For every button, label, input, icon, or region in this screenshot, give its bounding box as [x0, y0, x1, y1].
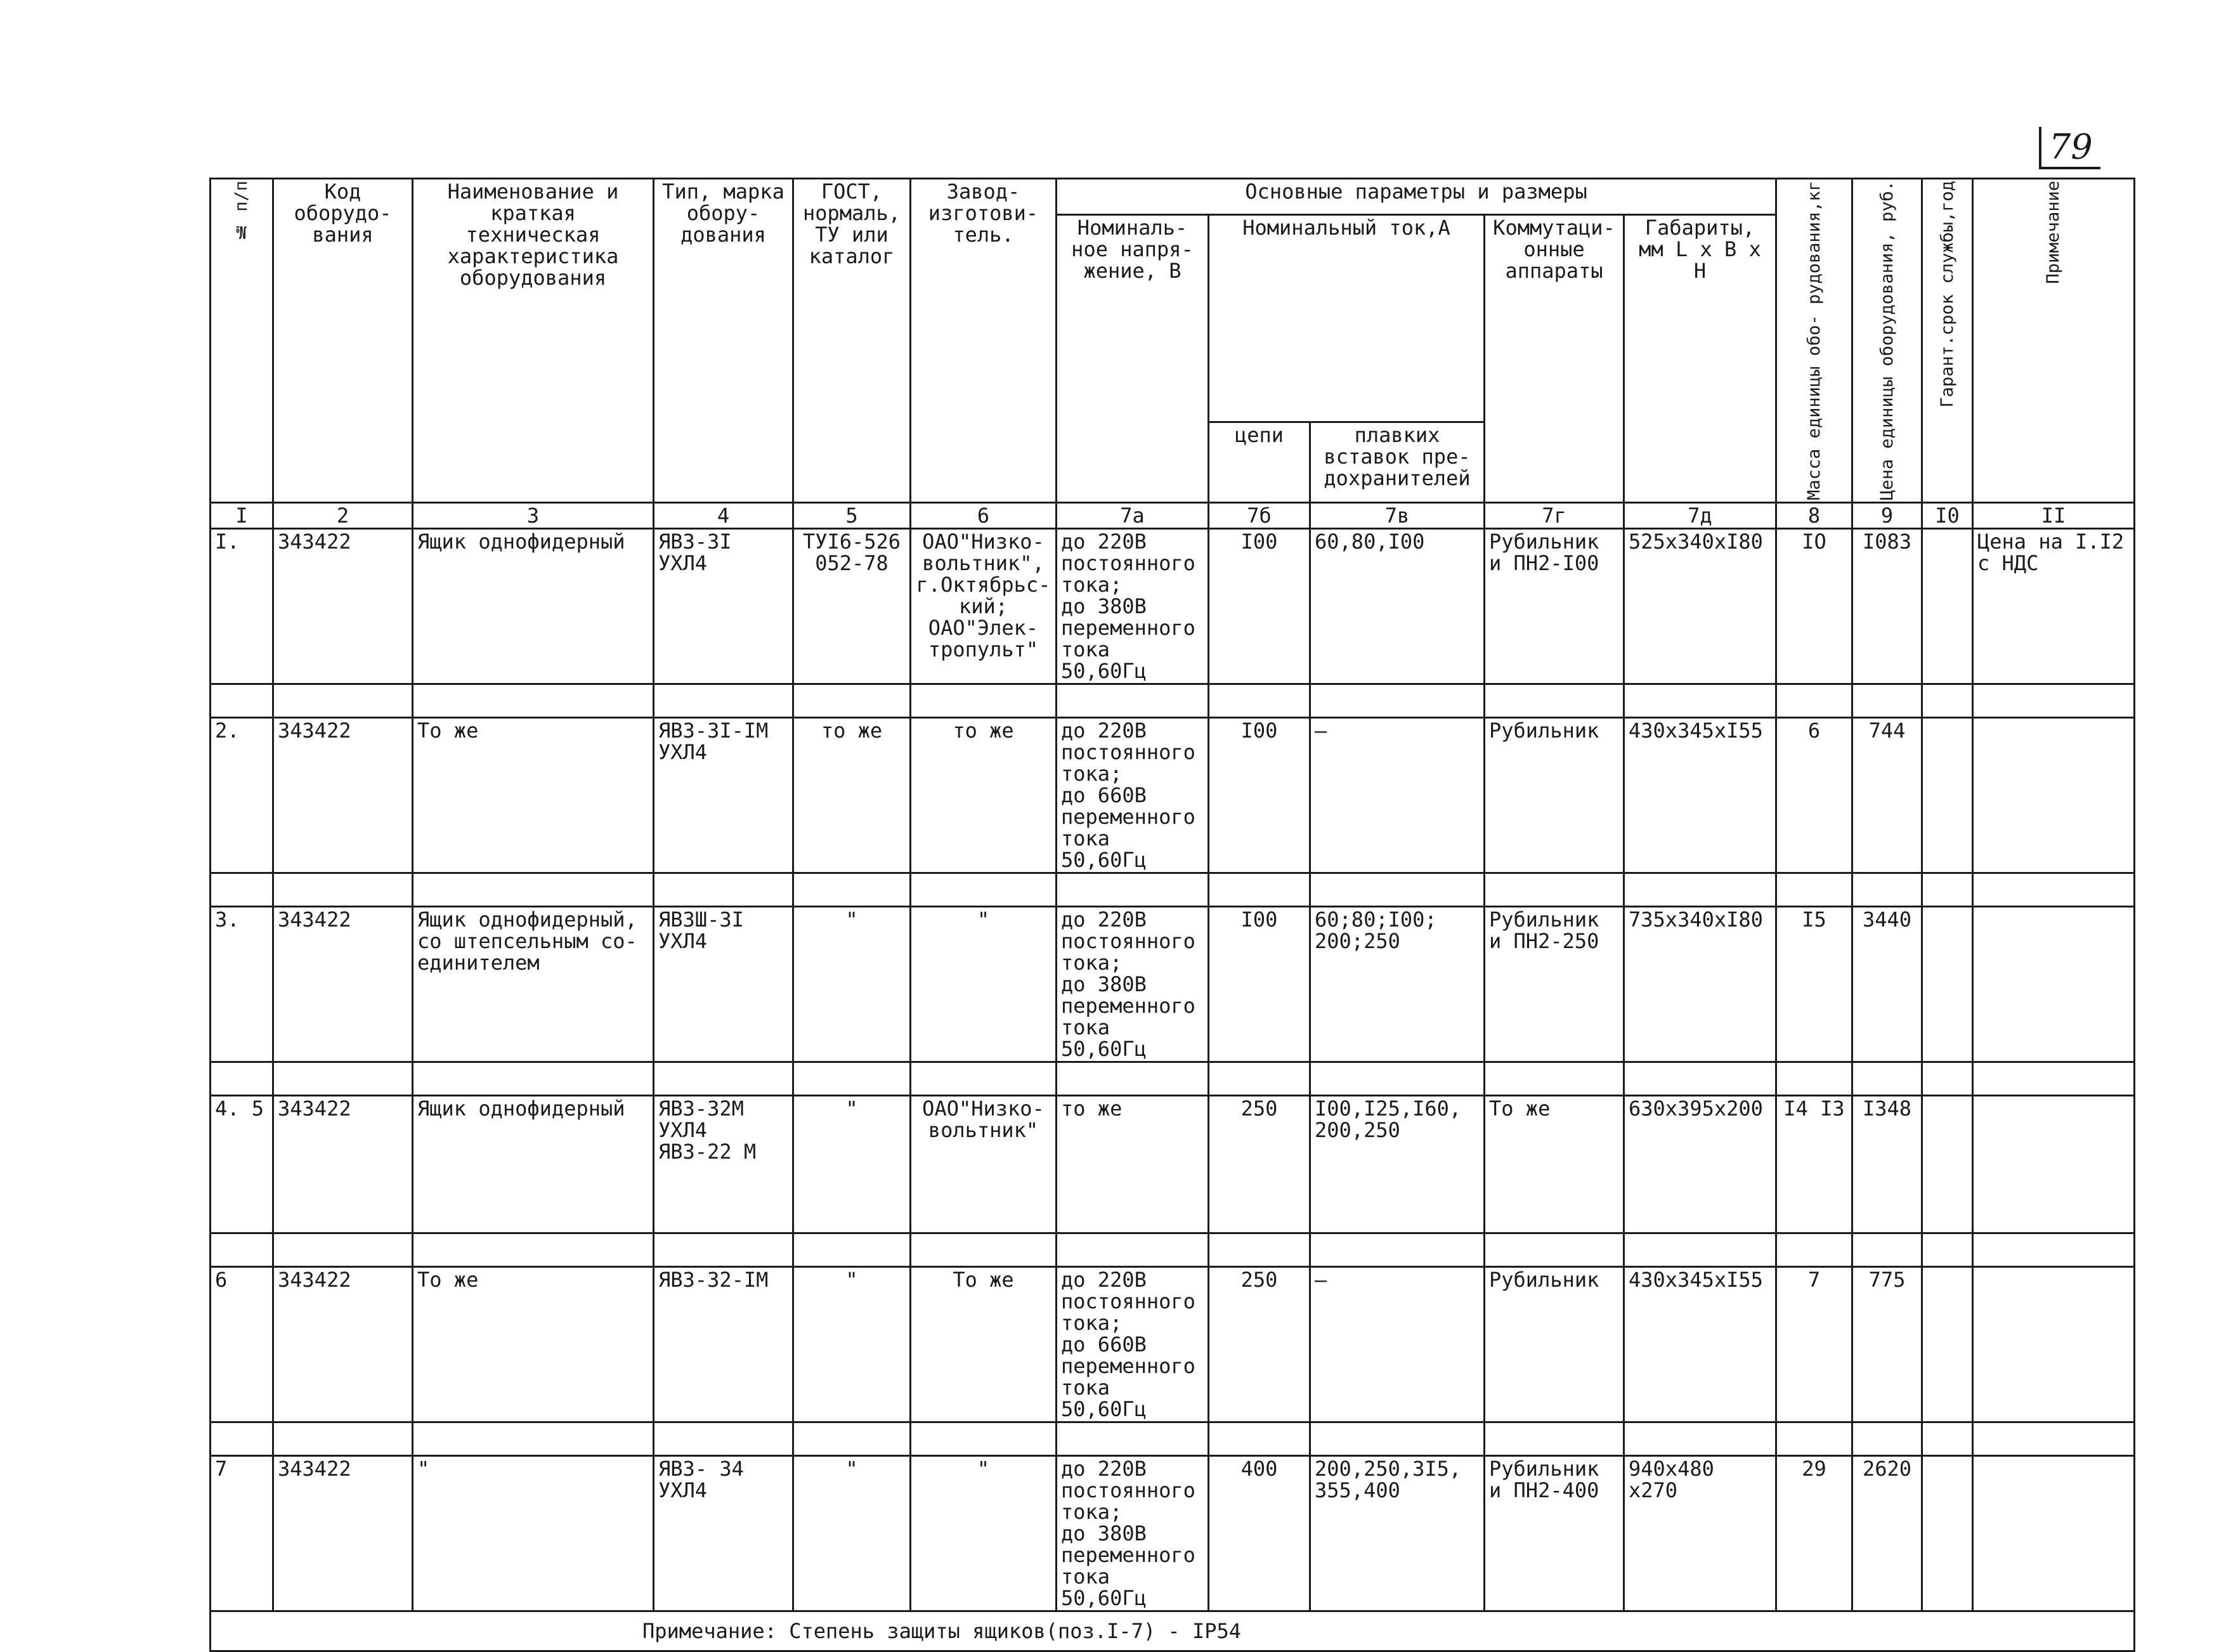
empty-cell [1922, 873, 1973, 906]
unit-price: 2620 [1852, 1455, 1922, 1611]
warranty-period [1922, 528, 1973, 684]
empty-cell [1485, 1422, 1624, 1455]
empty-cell [1057, 873, 1209, 906]
empty-cell [273, 1422, 413, 1455]
dimensions: 430х345хI55 [1624, 1266, 1776, 1422]
warranty-period [1922, 906, 1973, 1062]
column-number: II [1973, 502, 2135, 528]
switching-devices: Рубильник [1485, 1266, 1624, 1422]
dimensions: 430х345хI55 [1624, 717, 1776, 873]
empty-cell [1973, 1062, 2135, 1095]
voltage-line: переменного тока 50,60Гц [1061, 1353, 1195, 1421]
empty-cell [413, 1062, 654, 1095]
column-number: 3 [413, 502, 654, 528]
column-number: 2 [273, 502, 413, 528]
equipment-name: Ящик однофидерный, со штепсельным со- единителем [413, 906, 654, 1062]
empty-cell [273, 1062, 413, 1095]
manufacturer: " [911, 906, 1057, 1062]
unit-price: I348 [1852, 1095, 1922, 1233]
empty-cell [911, 1233, 1057, 1266]
unit-price: I083 [1852, 528, 1922, 684]
warranty-period [1922, 717, 1973, 873]
empty-cell [1485, 684, 1624, 717]
header-maker: Завод- изготови- тель. [911, 179, 1057, 503]
remark [1973, 1266, 2135, 1422]
equipment-code: 343422 [273, 1455, 413, 1611]
empty-cell [1209, 1422, 1310, 1455]
column-number: I0 [1922, 502, 1973, 528]
warranty-period [1922, 1095, 1973, 1233]
unit-mass: IO [1776, 528, 1852, 684]
rated-voltage [1057, 906, 1209, 1062]
switching-devices: Рубильник [1485, 717, 1624, 873]
table-row [211, 1455, 2135, 1611]
empty-cell [1852, 873, 1922, 906]
fuse-current: 60;80;I00; 200;250 [1310, 906, 1485, 1062]
rated-voltage [1057, 1095, 1209, 1233]
manufacturer: то же [911, 717, 1057, 873]
voltage-line: до 220В [1061, 1267, 1147, 1292]
empty-cell [211, 684, 273, 717]
empty-cell [1057, 684, 1209, 717]
rated-current: 400 [1209, 1455, 1310, 1611]
warranty-period [1922, 1455, 1973, 1611]
footnote: Примечание: Степень защиты ящиков(поз.I-7) - IP54 [211, 1611, 2135, 1651]
voltage-line: переменного тока 50,60Гц [1061, 804, 1195, 872]
unit-price: 775 [1852, 1266, 1922, 1422]
empty-cell [654, 1422, 793, 1455]
equipment-type: ЯВЗ- 34 УХЛ4 [654, 1455, 793, 1611]
gost-ref: ТУI6-526 052-78 [793, 528, 911, 684]
equipment-code: 343422 [273, 1095, 413, 1233]
empty-cell [1209, 684, 1310, 717]
row-num: 4. 5 [211, 1095, 273, 1233]
equipment-name: То же [413, 1266, 654, 1422]
rated-current: I00 [1209, 528, 1310, 684]
row-gap [211, 684, 2135, 717]
column-number: 8 [1776, 502, 1852, 528]
page-number: 79 [2039, 127, 2100, 169]
empty-cell [1973, 1422, 2135, 1455]
empty-cell [1624, 1233, 1776, 1266]
voltage-line: до 660В [1061, 1332, 1147, 1356]
equipment-name: Ящик однофидерный [413, 1095, 654, 1233]
unit-mass: I4 I3 [1776, 1095, 1852, 1233]
dimensions: 630х395х200 [1624, 1095, 1776, 1233]
empty-cell [273, 1233, 413, 1266]
header-mass: Масса единицы обо- рудования,кг [1776, 179, 1852, 503]
warranty-period [1922, 1266, 1973, 1422]
column-number: 7г [1485, 502, 1624, 528]
row-gap [211, 1062, 2135, 1095]
remark [1973, 906, 2135, 1062]
fuse-current: — [1310, 1266, 1485, 1422]
empty-cell [1310, 873, 1485, 906]
voltage-line: до 380В [1061, 1521, 1147, 1545]
gost-ref: " [793, 1266, 911, 1422]
voltage-line: до 380В [1061, 594, 1147, 618]
equipment-code: 343422 [273, 1266, 413, 1422]
empty-cell [1485, 1233, 1624, 1266]
voltage-line: постоянного тока; [1061, 739, 1195, 786]
rated-voltage [1057, 717, 1209, 873]
table-header [211, 179, 2135, 529]
empty-cell [911, 1062, 1057, 1095]
rated-voltage [1057, 528, 1209, 684]
equipment-type: ЯВЗШ-3I УХЛ4 [654, 906, 793, 1062]
header-current-group: Номинальный ток,А [1209, 215, 1485, 422]
gost-ref: " [793, 1455, 911, 1611]
voltage-line: до 220В [1061, 718, 1147, 743]
header-voltage: Номиналь- ное напря- жение, В [1057, 215, 1209, 503]
empty-cell [1624, 873, 1776, 906]
manufacturer: " [911, 1455, 1057, 1611]
header-current-fuse: плавких вставок пре- дохранителей [1310, 422, 1485, 502]
column-number: 5 [793, 502, 911, 528]
header-current-circuit: цепи [1209, 422, 1310, 502]
empty-cell [1922, 684, 1973, 717]
unit-price: 744 [1852, 717, 1922, 873]
empty-cell [911, 1422, 1057, 1455]
rated-current: 250 [1209, 1266, 1310, 1422]
row-gap [211, 1422, 2135, 1455]
empty-cell [1310, 1062, 1485, 1095]
voltage-line: переменного тока 50,60Гц [1061, 1542, 1195, 1610]
empty-cell [1209, 1062, 1310, 1095]
empty-cell [793, 873, 911, 906]
gost-ref: то же [793, 717, 911, 873]
empty-cell [413, 684, 654, 717]
empty-cell [1776, 1233, 1852, 1266]
rated-current: I00 [1209, 717, 1310, 873]
empty-cell [1310, 1422, 1485, 1455]
empty-cell [211, 1422, 273, 1455]
column-number: 6 [911, 502, 1057, 528]
voltage-line: постоянного тока; [1061, 1289, 1195, 1335]
empty-cell [911, 684, 1057, 717]
row-gap [211, 873, 2135, 906]
empty-cell [1624, 684, 1776, 717]
voltage-line: до 380В [1061, 972, 1147, 996]
voltage-line: до 220В [1061, 1456, 1147, 1481]
header-warranty: Гарант.срок службы,год [1922, 179, 1973, 503]
empty-cell [793, 684, 911, 717]
dimensions: 525х340хI80 [1624, 528, 1776, 684]
dimensions: 940х480 х270 [1624, 1455, 1776, 1611]
equipment-code: 343422 [273, 906, 413, 1062]
header-dims: Габариты, мм L x B x H [1624, 215, 1776, 503]
empty-cell [1057, 1422, 1209, 1455]
column-number: 7а [1057, 502, 1209, 528]
header-name: Наименование и краткая техническая характеристика оборудования [413, 179, 654, 503]
fuse-current: I00,I25,I60, 200,250 [1310, 1095, 1485, 1233]
equipment-type: ЯВЗ-32М УХЛ4 ЯВЗ-22 М [654, 1095, 793, 1233]
rated-voltage [1057, 1455, 1209, 1611]
empty-cell [1852, 1422, 1922, 1455]
switching-devices: Рубильник и ПН2-250 [1485, 906, 1624, 1062]
voltage-line: то же [1061, 1096, 1123, 1121]
unit-mass: 7 [1776, 1266, 1852, 1422]
empty-cell [273, 873, 413, 906]
equipment-name: " [413, 1455, 654, 1611]
rated-current: 250 [1209, 1095, 1310, 1233]
empty-cell [1485, 873, 1624, 906]
column-number: I [211, 502, 273, 528]
column-number: 7б [1209, 502, 1310, 528]
empty-cell [1776, 684, 1852, 717]
empty-cell [413, 873, 654, 906]
fuse-current: – [1310, 717, 1485, 873]
header-num: № п/п [211, 179, 273, 503]
empty-cell [1057, 1062, 1209, 1095]
manufacturer: ОАО"Низко- вольтник", г.Октябрьс- кий; ОАО"Элек- тропульт" [911, 528, 1057, 684]
column-number: 7д [1624, 502, 1776, 528]
empty-cell [1624, 1422, 1776, 1455]
empty-cell [1209, 873, 1310, 906]
unit-mass: 29 [1776, 1455, 1852, 1611]
empty-cell [1973, 684, 2135, 717]
empty-cell [1310, 684, 1485, 717]
table-row [211, 528, 2135, 684]
empty-cell [1922, 1233, 1973, 1266]
empty-cell [273, 684, 413, 717]
dimensions: 735х340хI80 [1624, 906, 1776, 1062]
rated-current: I00 [1209, 906, 1310, 1062]
unit-mass: I5 [1776, 906, 1852, 1062]
table-row [211, 906, 2135, 1062]
equipment-code: 343422 [273, 717, 413, 873]
table-footer [211, 1611, 2135, 1651]
empty-cell [654, 873, 793, 906]
column-number: 4 [654, 502, 793, 528]
row-num: 6 [211, 1266, 273, 1422]
empty-cell [654, 1062, 793, 1095]
voltage-line: до 220В [1061, 529, 1147, 554]
header-switching: Коммутаци- онные аппараты [1485, 215, 1624, 503]
empty-cell [1057, 1233, 1209, 1266]
empty-cell [1852, 684, 1922, 717]
empty-cell [793, 1233, 911, 1266]
rated-voltage [1057, 1266, 1209, 1422]
column-number: 7в [1310, 502, 1485, 528]
gost-ref: " [793, 906, 911, 1062]
column-number: 9 [1852, 502, 1922, 528]
equipment-type: ЯВЗ-3I-IМ УХЛ4 [654, 717, 793, 873]
empty-cell [654, 1233, 793, 1266]
row-num: I. [211, 528, 273, 684]
header-price: Цена единицы оборудования, руб. [1852, 179, 1922, 503]
fuse-current: 60,80,I00 [1310, 528, 1485, 684]
empty-cell [1852, 1062, 1922, 1095]
equipment-code: 343422 [273, 528, 413, 684]
voltage-line: переменного тока 50,60Гц [1061, 993, 1195, 1061]
empty-cell [793, 1422, 911, 1455]
equipment-table [209, 178, 2135, 1652]
remark [1973, 1095, 2135, 1233]
voltage-line: переменного тока 50,60Гц [1061, 615, 1195, 683]
voltage-line: постоянного тока; [1061, 550, 1195, 597]
voltage-line: постоянного тока; [1061, 1478, 1195, 1524]
equipment-type: ЯВЗ-32-IМ [654, 1266, 793, 1422]
remark [1973, 717, 2135, 873]
table-row [211, 717, 2135, 873]
empty-cell [793, 1062, 911, 1095]
voltage-line: до 220В [1061, 907, 1147, 932]
empty-cell [1776, 1062, 1852, 1095]
voltage-line: до 660В [1061, 783, 1147, 807]
row-gap [211, 1233, 2135, 1266]
header-gost: ГОСТ, нормаль, ТУ или каталог [793, 179, 911, 503]
empty-cell [1776, 1422, 1852, 1455]
empty-cell [211, 1062, 273, 1095]
equipment-name: Ящик однофидерный [413, 528, 654, 684]
switching-devices: Рубильник и ПН2-400 [1485, 1455, 1624, 1611]
equipment-type: ЯВЗ-3I УХЛ4 [654, 528, 793, 684]
empty-cell [1624, 1062, 1776, 1095]
table-body [211, 528, 2135, 1611]
unit-mass: 6 [1776, 717, 1852, 873]
empty-cell [1922, 1422, 1973, 1455]
voltage-line: постоянного тока; [1061, 928, 1195, 975]
row-num: 7 [211, 1455, 273, 1611]
unit-price: 3440 [1852, 906, 1922, 1062]
fuse-current: 200,250,3I5, 355,400 [1310, 1455, 1485, 1611]
switching-devices: Рубильник и ПН2-I00 [1485, 528, 1624, 684]
gost-ref: " [793, 1095, 911, 1233]
empty-cell [1310, 1233, 1485, 1266]
empty-cell [1485, 1062, 1624, 1095]
empty-cell [413, 1422, 654, 1455]
empty-cell [413, 1233, 654, 1266]
header-type: Тип, марка обору- дования [654, 179, 793, 503]
remark [1973, 1455, 2135, 1611]
header-group-title: Основные параметры и размеры [1057, 179, 1776, 215]
empty-cell [1852, 1233, 1922, 1266]
remark: Цена на I.I2 с НДС [1973, 528, 2135, 684]
table-row [211, 1095, 2135, 1233]
empty-cell [911, 873, 1057, 906]
empty-cell [1209, 1233, 1310, 1266]
empty-cell [1973, 873, 2135, 906]
row-num: 2. [211, 717, 273, 873]
empty-cell [1922, 1062, 1973, 1095]
table-row [211, 1266, 2135, 1422]
header-note: Примечание [1973, 179, 2135, 503]
manufacturer: ОАО"Низко- вольтник" [911, 1095, 1057, 1233]
empty-cell [211, 1233, 273, 1266]
row-num: 3. [211, 906, 273, 1062]
empty-cell [211, 873, 273, 906]
empty-cell [654, 684, 793, 717]
empty-cell [1776, 873, 1852, 906]
equipment-name: То же [413, 717, 654, 873]
header-code: Код оборудо- вания [273, 179, 413, 503]
manufacturer: То же [911, 1266, 1057, 1422]
switching-devices: То же [1485, 1095, 1624, 1233]
empty-cell [1973, 1233, 2135, 1266]
